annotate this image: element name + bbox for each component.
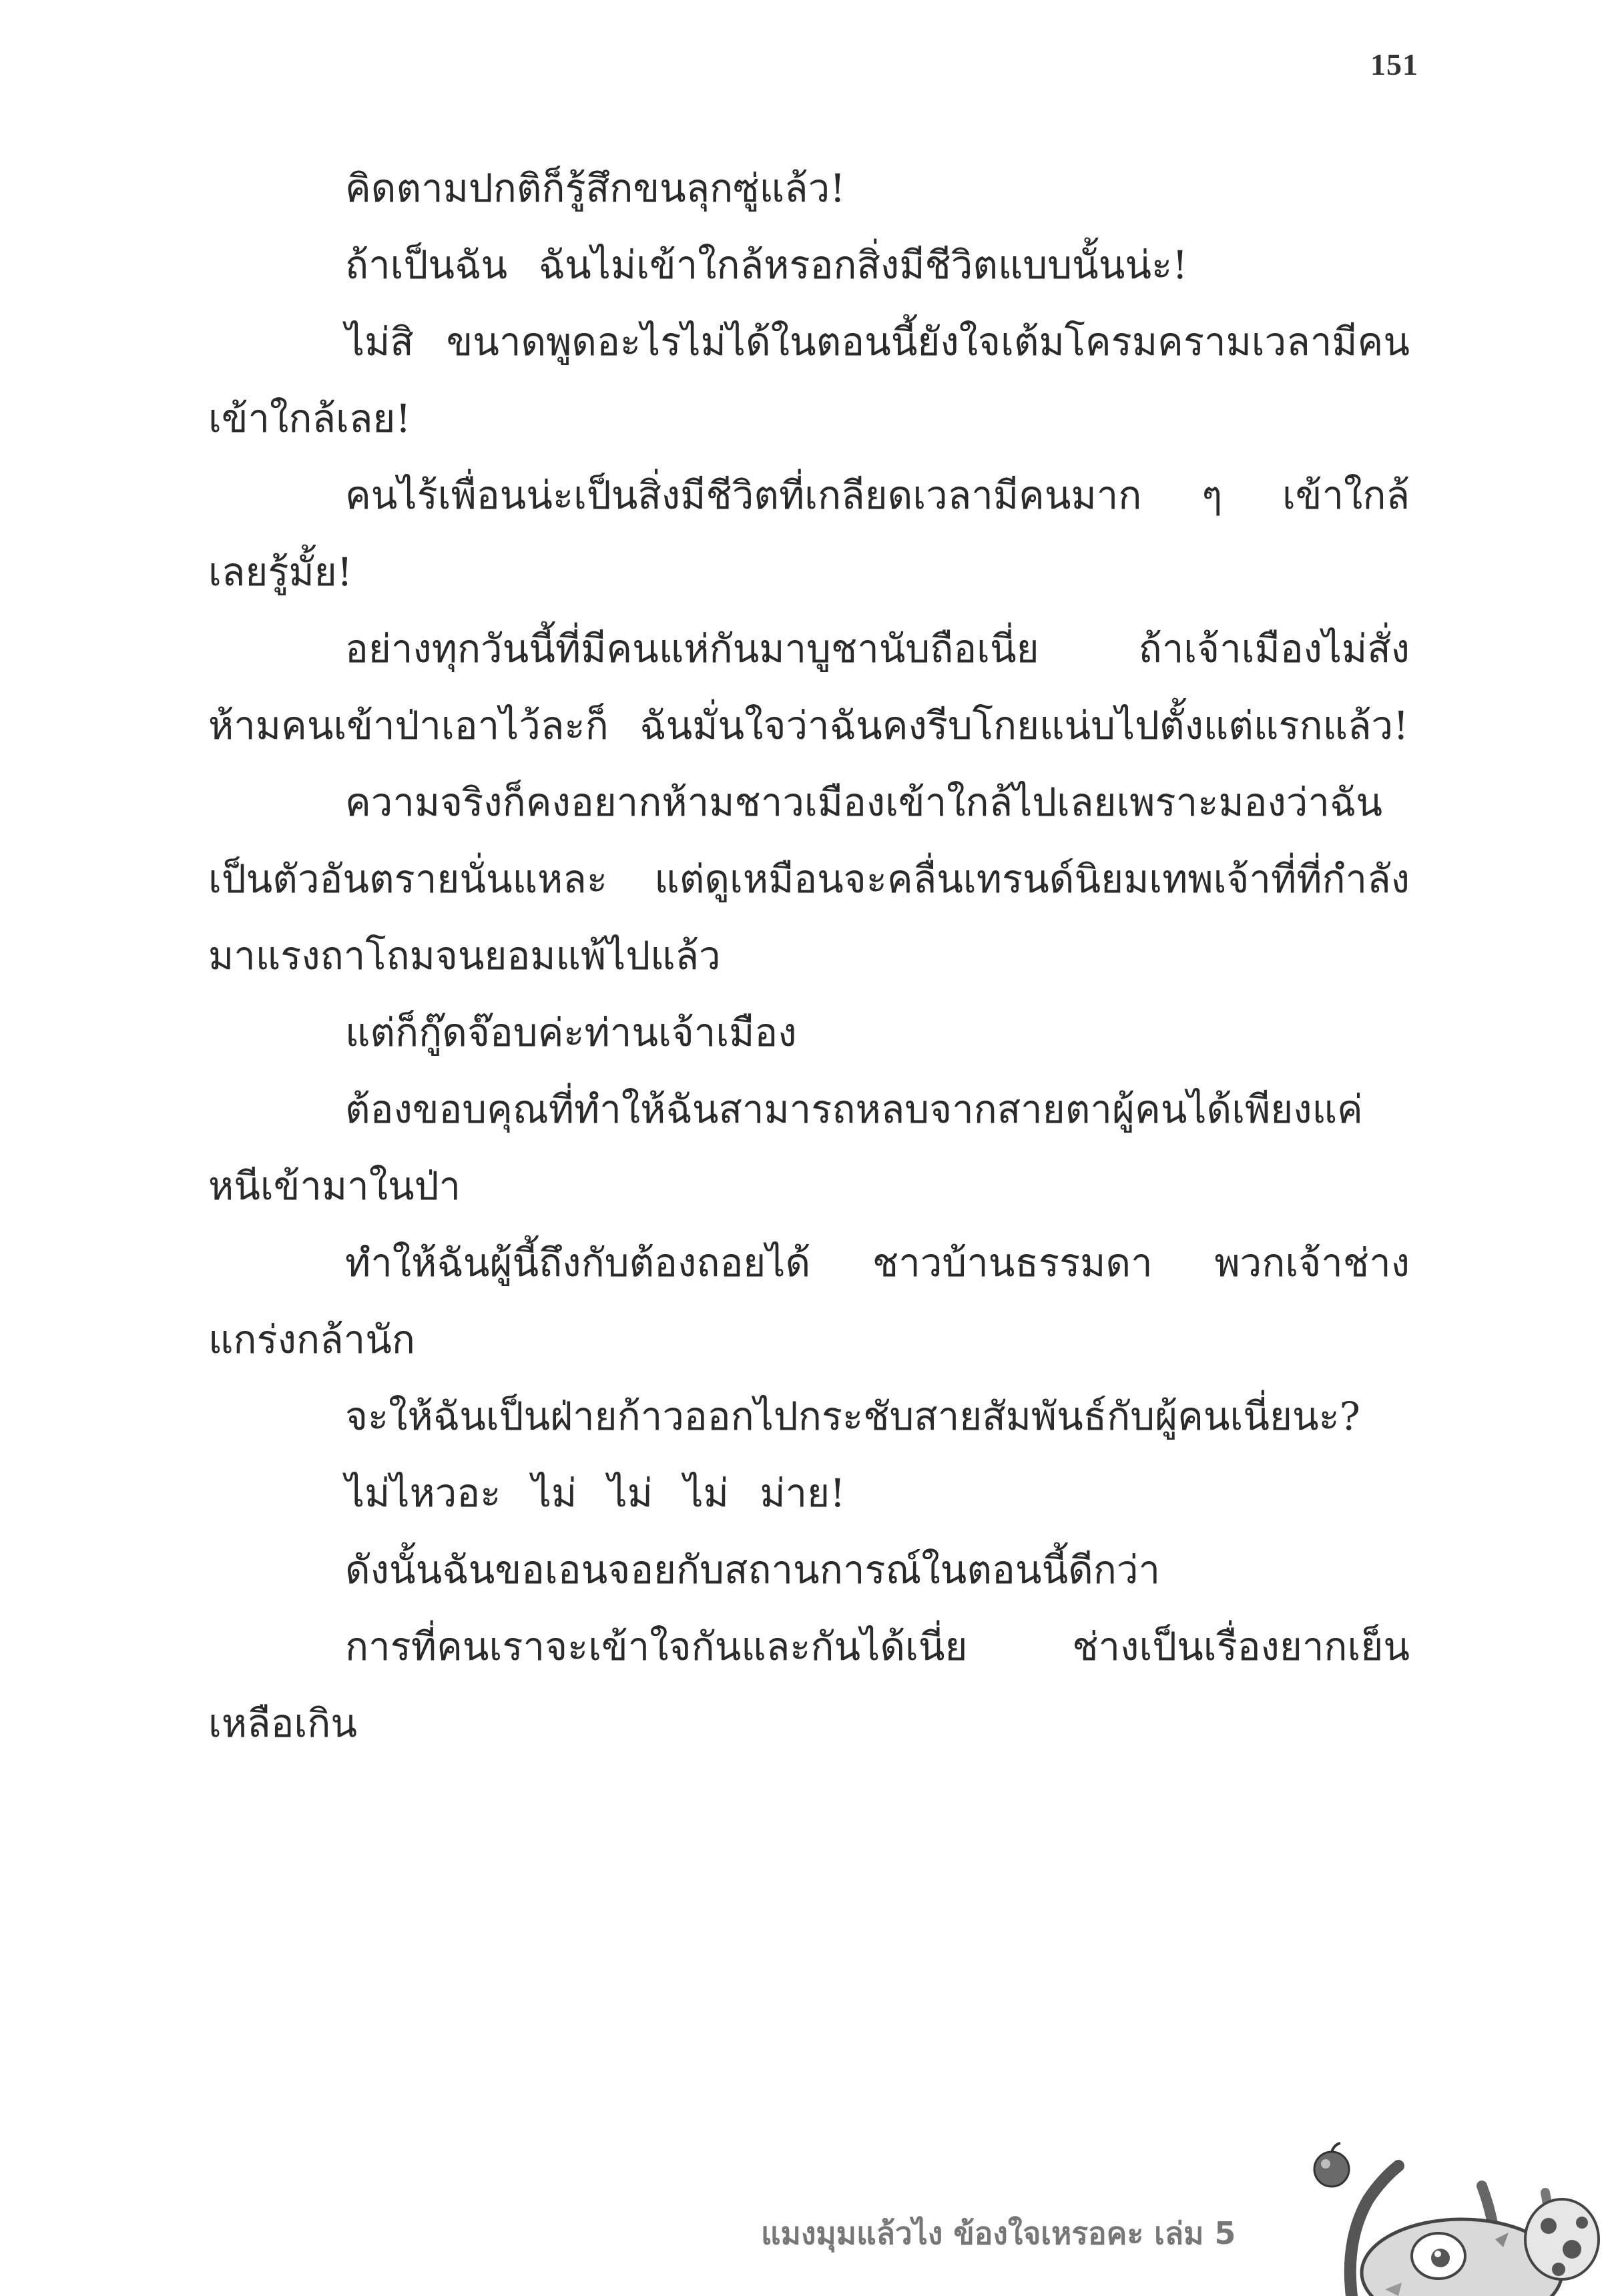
spider-mascot-icon bbox=[1282, 2139, 1612, 2296]
paragraph: จะให้ฉันเป็นฝ่ายก้าวออกไปกระชับสายสัมพันธ์กับผู้คนเนี่ยนะ? bbox=[345, 1394, 1360, 1439]
paragraph: คิดตามปกติก็รู้สึกขนลุกซู่แล้ว! bbox=[345, 166, 846, 211]
paragraph: ไม่ไหวอะ ไม่ ไม่ ไม่ ม่าย! bbox=[345, 1470, 846, 1516]
body-text bbox=[208, 150, 1410, 1762]
paragraph: ดังนั้นฉันขอเอนจอยกับสถานการณ์ในตอนนี้ดีกว่า bbox=[345, 1547, 1161, 1593]
paragraph: ความจริงก็คงอยากห้ามชาวเมืองเข้าใกล้ไปเลยเพราะมองว่าฉันเป็นตัวอันตรายนั่นแหละ แต่ดูเหมือนจะคลื่นเทรนด์นิยมเทพเจ้าที่ที่กำลังมาแรงถาโถมจนยอมแพ้ไปแล้ว bbox=[208, 780, 1410, 978]
paragraph: คนไร้เพื่อนน่ะเป็นสิ่งมีชีวิตที่เกลียดเวลามีคนมาก ๆ เข้าใกล้เลยรู้มั้ย! bbox=[208, 473, 1410, 595]
page-number: 151 bbox=[1370, 47, 1418, 81]
paragraph: ต้องขอบคุณที่ทำให้ฉันสามารถหลบจากสายตาผู้คนได้เพียงแค่หนีเข้ามาในป่า bbox=[208, 1087, 1363, 1209]
book-title-footer: แมงมุมแล้วไง ข้องใจเหรอคะ เล่ม 5 bbox=[761, 2215, 1236, 2251]
paragraph: ทำให้ฉันผู้นี้ถึงกับต้องถอยได้ ชาวบ้านธรรมดา พวกเจ้าช่างแกร่งกล้านัก bbox=[208, 1240, 1410, 1362]
paragraph: การที่คนเราจะเข้าใจกันและกันได้เนี่ย ช่างเป็นเรื่องยากเย็นเหลือเกิน bbox=[208, 1624, 1410, 1746]
paragraph: อย่างทุกวันนี้ที่มีคนแห่กันมาบูชานับถือเนี่ย ถ้าเจ้าเมืองไม่สั่งห้ามคนเข้าป่าเอาไว้ละก็ ฉันมั่นใจว่าฉันคงรีบโกยแน่บไปตั้งแต่แรกแล้ว! bbox=[208, 626, 1410, 748]
paragraph: แต่ก็กู๊ดจ๊อบค่ะท่านเจ้าเมือง bbox=[345, 1010, 797, 1055]
paragraph: ถ้าเป็นฉัน ฉันไม่เข้าใกล้หรอกสิ่งมีชีวิตแบบนั้นน่ะ! bbox=[345, 242, 1188, 288]
paragraph: ไม่สิ ขนาดพูดอะไรไม่ได้ในตอนนี้ยังใจเต้มโครมครามเวลามีคนเข้าใกล้เลย! bbox=[208, 319, 1410, 441]
